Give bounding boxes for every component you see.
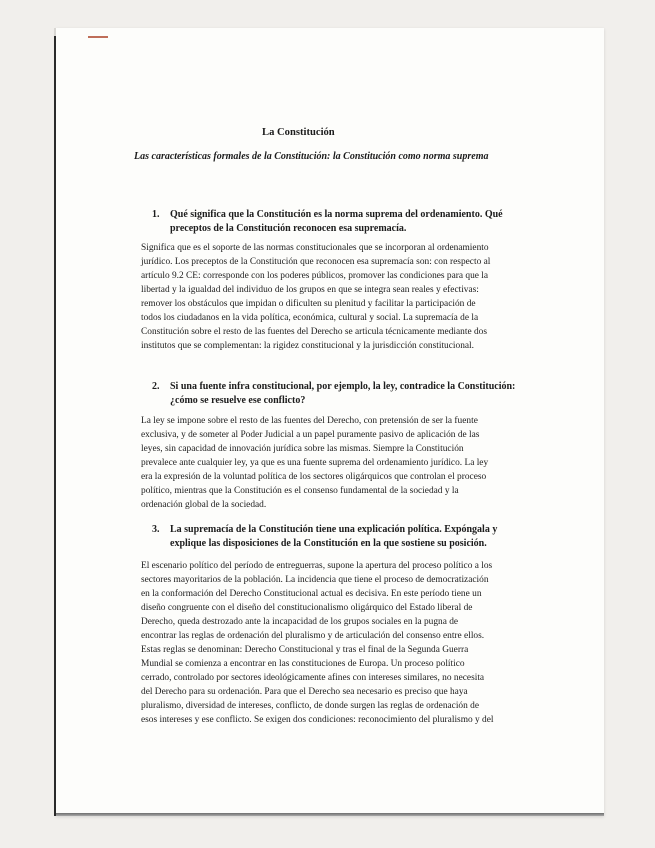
document-title: La Constitución: [262, 127, 335, 138]
answer-line: prevalece ante cualquier ley, ya que es una fuente suprema del ordenamiento jurídico. La ley: [141, 458, 489, 468]
question-line: explique las disposiciones de la Constitución en la que sostiene su posición.: [170, 538, 487, 549]
answer-line: jurídico. Los preceptos de la Constitución que reconocen esa supremacía son: con respecto al: [141, 257, 491, 267]
answer-line: La ley se impone sobre el resto de las fuentes del Derecho, con pretensión de ser la fuente: [141, 416, 478, 426]
answer-line: Mundial se comienza a encontrar en las constituciones de Europa. Un proceso político: [141, 659, 465, 669]
answer-line: El escenario político del período de entreguerras, supone la apertura del proceso político a los: [141, 561, 493, 571]
answer-line: ordenación global de la sociedad.: [141, 500, 267, 510]
question-number: 2.: [152, 381, 160, 392]
answer-line: cerrado, controlado por sectores ideológicamente afines con intereses similares, no necesita: [141, 673, 485, 683]
page-bottom-edge: [56, 813, 604, 816]
question-line: ¿cómo se resuelve ese conflicto?: [170, 395, 306, 406]
question-line: Si una fuente infra constitucional, por ejemplo, la ley, contradice la Constitución:: [170, 381, 516, 392]
question-line: La supremacía de la Constitución tiene una explicación política. Expóngala y: [170, 524, 498, 535]
document-subtitle: Las características formales de la Constitución: la Constitución como norma suprema: [134, 151, 489, 162]
answer-line: Derecho, queda destrozado ante la incapacidad de los grupos sociales en la pugna de: [141, 617, 459, 627]
answer-line: pluralismo, diversidad de intereses, conflicto, de donde surgen las reglas de ordenación de: [141, 701, 480, 711]
answer-line: libertad y la igualdad del individuo de los grupos en que se integra sean reales y efectivas:: [141, 285, 479, 295]
answer-line: político, mientras que la Constitución es el consenso fundamental de la sociedad y la: [141, 486, 459, 496]
answer-line: institutos que se complementan: la rigidez constitucional y la jurisdicción constitucional.: [141, 341, 474, 351]
answer-line: esos intereses y ese conflicto. Se exigen dos condiciones: reconocimiento del pluralismo y del: [141, 715, 494, 725]
answer-line: todos los ciudadanos en la vida política, económica, cultural y social. La supremacía de la: [141, 313, 479, 323]
answer-line: sectores mayoritarios de la población. La incidencia que tiene el proceso de democratización: [141, 575, 489, 585]
answer-line: en la conformación del Derecho Constitucional actual es decisiva. En este período tiene un: [141, 589, 482, 599]
answer-line: remover los obstáculos que impidan o dificulten su plenitud y facilitar la participación de: [141, 299, 476, 309]
answer-line: artículo 9.2 CE: corresponde con los poderes públicos, promover las condiciones para que la: [141, 271, 489, 281]
question-line: Qué significa que la Constitución es la norma suprema del ordenamiento. Qué: [170, 209, 503, 220]
answer-line: exclusiva, y de someter al Poder Judicial a un papel puramente pasivo de aplicación de las: [141, 430, 480, 440]
question-line: preceptos de la Constitución reconocen esa supremacía.: [170, 223, 407, 234]
answer-line: Estas reglas se denominan: Derecho Constitucional y tras el final de la Segunda Guerra: [141, 645, 469, 655]
question-number: 1.: [152, 209, 160, 220]
question-number: 3.: [152, 524, 160, 535]
scan-mark: [88, 36, 108, 38]
answer-line: era la expresión de la voluntad política de los sectores oligárquicos que controlan el proceso: [141, 472, 487, 482]
page-left-edge: [54, 36, 56, 816]
answer-line: diseño congruente con el diseño del constitucionalismo oligárquico del Estado liberal de: [141, 603, 473, 613]
answer-line: del Derecho para su ordenación. Para que el Derecho sea necesario es preciso que haya: [141, 687, 468, 697]
answer-line: encontrar las reglas de ordenación del pluralismo y de articulación del consenso entre ellos.: [141, 631, 485, 641]
answer-line: leyes, sin capacidad de innovación jurídica sobre las mismas. Siempre la Constitución: [141, 444, 464, 454]
answer-line: Constitución sobre el resto de las fuentes del Derecho se articula técnicamente mediante dos: [141, 327, 487, 337]
answer-line: Significa que es el soporte de las normas constitucionales que se incorporan al ordenamiento: [141, 243, 489, 253]
